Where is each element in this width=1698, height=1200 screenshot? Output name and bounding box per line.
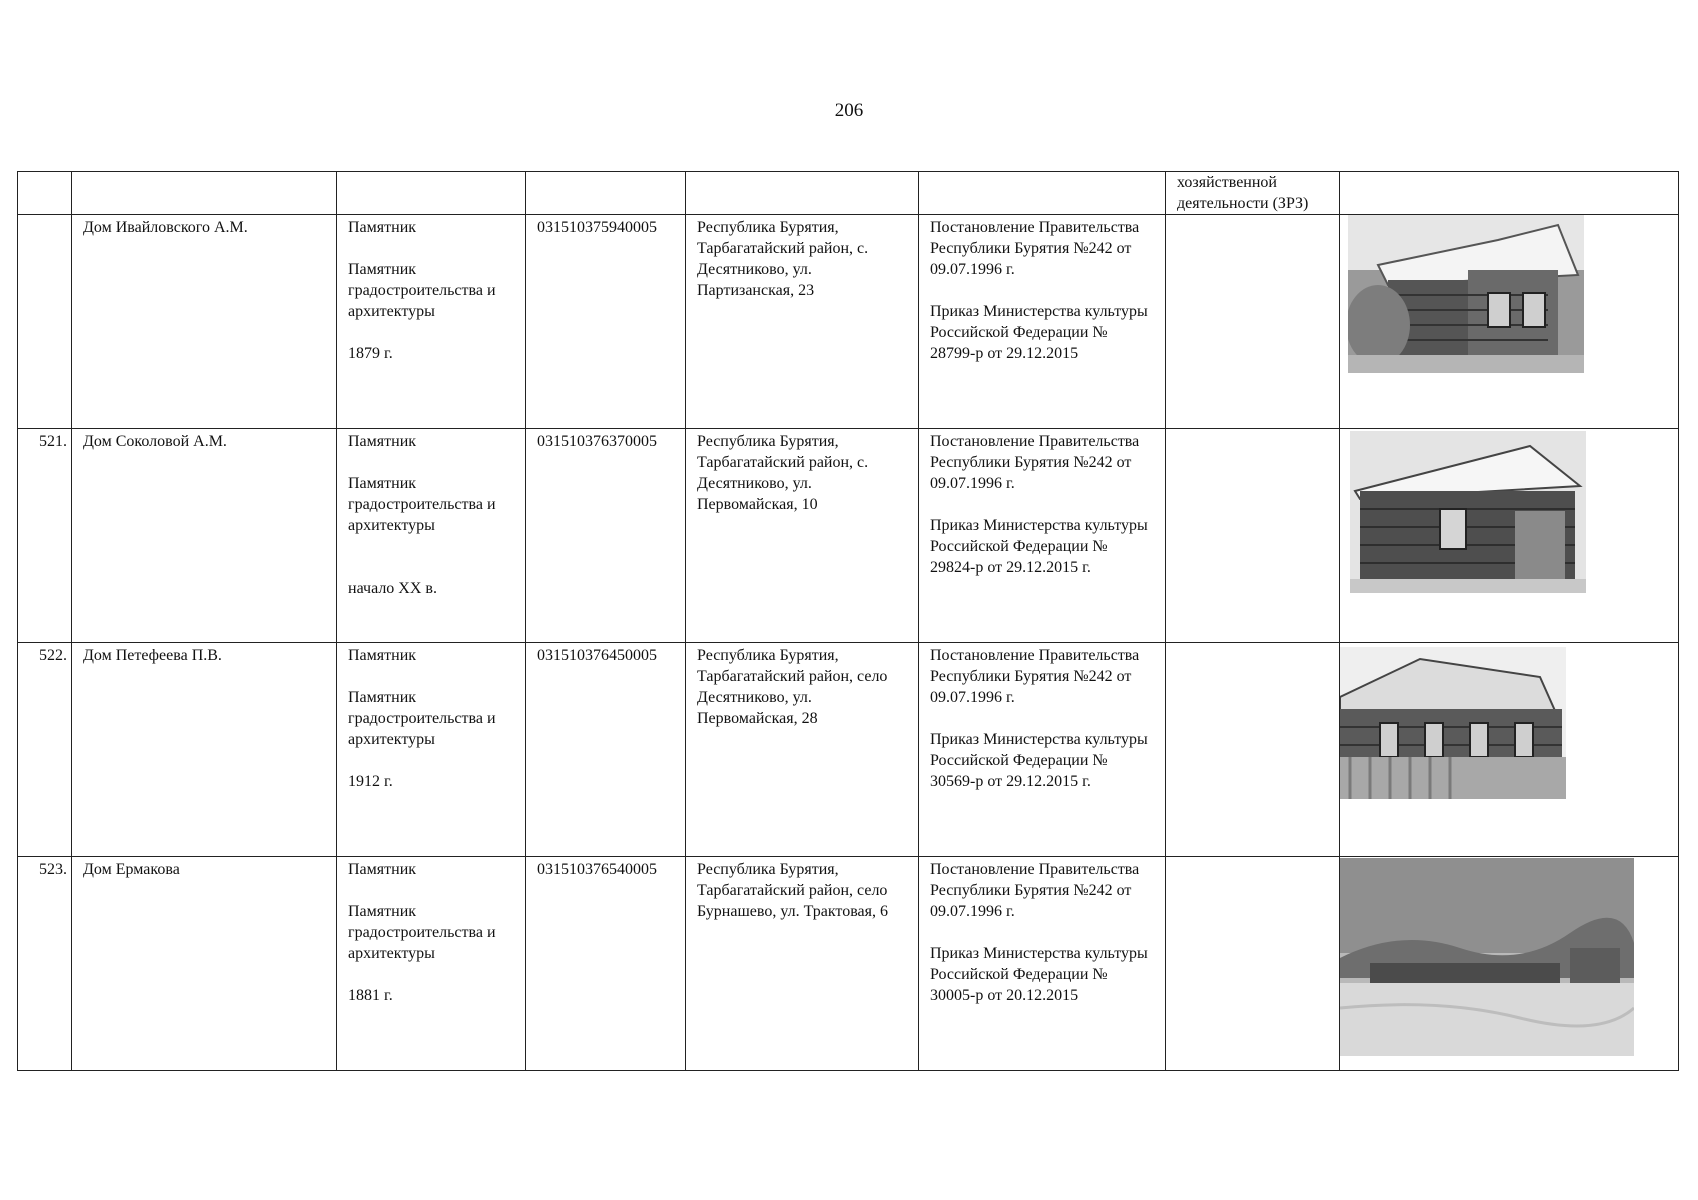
cell-photo <box>1340 215 1679 429</box>
winter-landscape-photo <box>1340 858 1634 1056</box>
cell-zone <box>1166 429 1340 643</box>
log-house-photo <box>1350 431 1586 593</box>
cell-category <box>337 643 526 857</box>
cell-object-name: Дом Петефеева П.В. <box>72 643 337 857</box>
cell-number: 523. <box>18 857 72 1071</box>
cell-reg-number: 031510376450005 <box>526 643 686 857</box>
table-row <box>18 643 1679 857</box>
order-text: Приказ Министерства культуры Российской Федерации № 30005-р от 20.12.2015 <box>930 945 1148 1004</box>
decree-text: Постановление Правительства Республики Бурятия №242 от 09.07.1996 г. <box>930 647 1140 706</box>
cell-empty <box>686 172 919 215</box>
log-house-photo <box>1348 215 1584 373</box>
cell-zone <box>1166 857 1340 1071</box>
cell-photo <box>1340 429 1679 643</box>
cell-empty <box>919 172 1166 215</box>
cell-reg-number: 031510376370005 <box>526 429 686 643</box>
cell-documents <box>919 429 1166 643</box>
continuation-row <box>18 172 1679 215</box>
cell-address: Республика Бурятия, Тарбагатайский район, с. Десятниково, ул. Первомайская, 10 <box>686 429 919 643</box>
type-text: Памятник градостроительства и архитектуры <box>348 689 496 748</box>
cell-object-name: Дом Соколовой А.М. <box>72 429 337 643</box>
cell-documents <box>919 215 1166 429</box>
order-text: Приказ Министерства культуры Российской Федерации № 30569-р от 29.12.2015 г. <box>930 731 1148 790</box>
cell-address: Республика Бурятия, Тарбагатайский район, село Бурнашево, ул. Трактовая, 6 <box>686 857 919 1071</box>
category-text: Памятник <box>348 433 417 450</box>
cell-photo <box>1340 643 1679 857</box>
cell-photo <box>1340 857 1679 1071</box>
cell-empty <box>1340 172 1679 215</box>
cell-category <box>337 215 526 429</box>
decree-text: Постановление Правительства Республики Бурятия №242 от 09.07.1996 г. <box>930 433 1140 492</box>
decree-text: Постановление Правительства Республики Бурятия №242 от 09.07.1996 г. <box>930 861 1140 920</box>
type-text: Памятник градостроительства и архитектуры <box>348 475 496 534</box>
date-text: начало XX в. <box>348 580 437 597</box>
page-number: 206 <box>834 100 864 121</box>
cell-category <box>337 429 526 643</box>
cell-zone <box>1166 643 1340 857</box>
cell-object-name: Дом Ермакова <box>72 857 337 1071</box>
cell-documents <box>919 643 1166 857</box>
cell-documents <box>919 857 1166 1071</box>
category-text: Памятник <box>348 647 417 664</box>
cell-empty <box>526 172 686 215</box>
cell-address: Республика Бурятия, Тарбагатайский район, село Десятниково, ул. Первомайская, 28 <box>686 643 919 857</box>
cell-number <box>18 215 72 429</box>
order-text: Приказ Министерства культуры Российской Федерации № 29824-р от 29.12.2015 г. <box>930 517 1148 576</box>
table-row <box>18 429 1679 643</box>
cell-empty <box>18 172 72 215</box>
date-text: 1879 г. <box>348 345 393 362</box>
type-text: Памятник градостроительства и архитектуры <box>348 261 496 320</box>
cell-empty <box>337 172 526 215</box>
cell-reg-number: 031510376540005 <box>526 857 686 1071</box>
cell-zone: хозяйственной деятельности (ЗРЗ) <box>1166 172 1340 215</box>
decree-text: Постановление Правительства Республики Бурятия №242 от 09.07.1996 г. <box>930 219 1140 278</box>
date-text: 1912 г. <box>348 773 393 790</box>
cell-reg-number: 031510375940005 <box>526 215 686 429</box>
table-row <box>18 215 1679 429</box>
log-house-photo <box>1340 647 1566 799</box>
category-text: Памятник <box>348 861 417 878</box>
cell-zone <box>1166 215 1340 429</box>
category-text: Памятник <box>348 219 417 236</box>
table-row <box>18 857 1679 1071</box>
date-text: 1881 г. <box>348 987 393 1004</box>
cell-category <box>337 857 526 1071</box>
cell-number: 521. <box>18 429 72 643</box>
cell-number: 522. <box>18 643 72 857</box>
order-text: Приказ Министерства культуры Российской Федерации № 28799-р от 29.12.2015 <box>930 303 1148 362</box>
type-text: Памятник градостроительства и архитектуры <box>348 903 496 962</box>
cell-empty <box>72 172 337 215</box>
heritage-registry-table <box>17 171 1679 1071</box>
cell-address: Республика Бурятия, Тарбагатайский район, с. Десятниково, ул. Партизанская, 23 <box>686 215 919 429</box>
cell-object-name: Дом Ивайловского А.М. <box>72 215 337 429</box>
